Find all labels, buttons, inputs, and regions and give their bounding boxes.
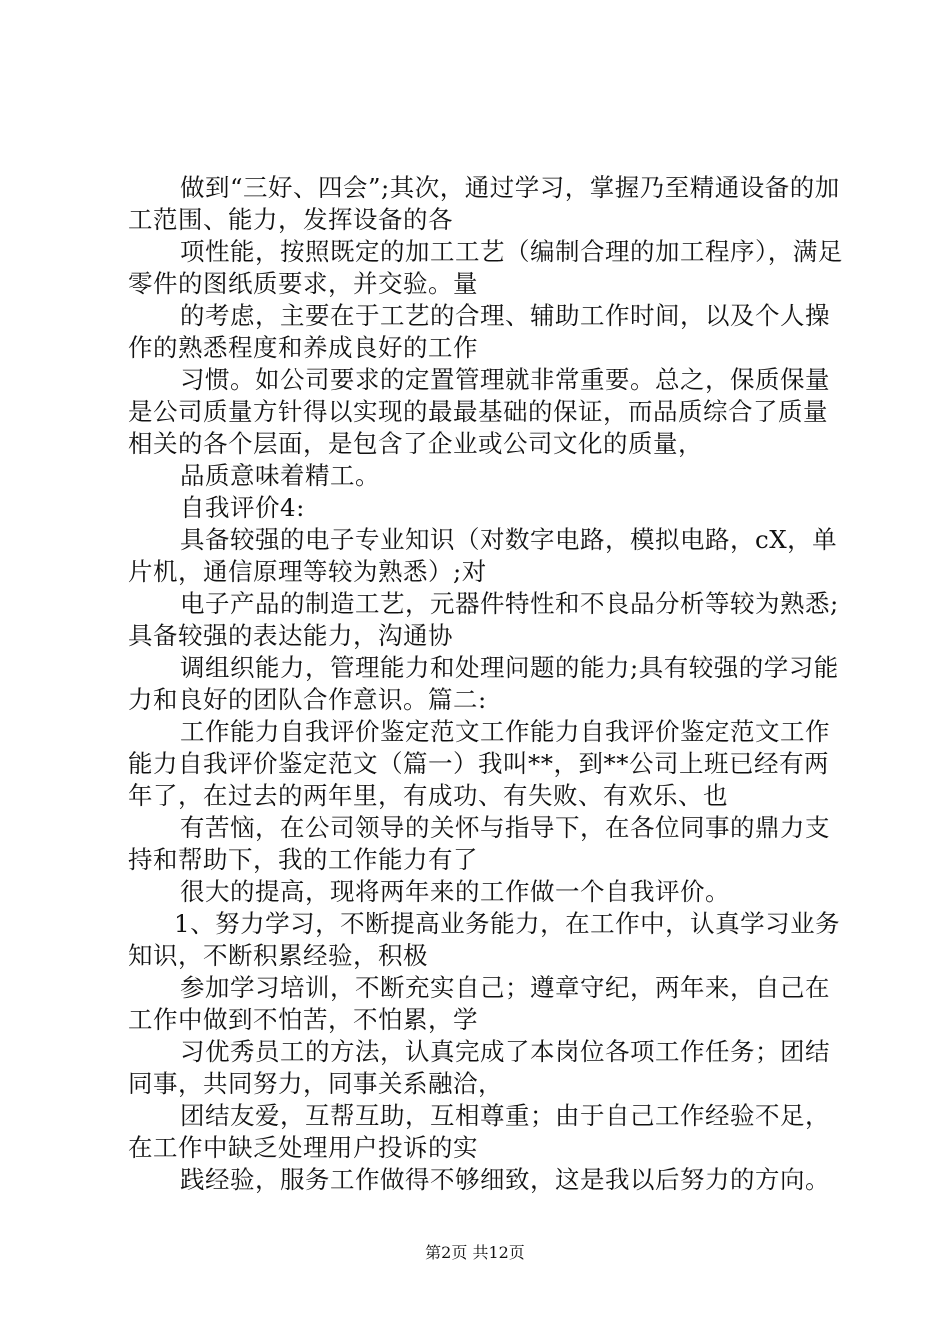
paragraph: 团结友爱，互帮互助，互相尊重；由于自己工作经验不足，在工作中缺乏处理用户投诉的实: [128, 1101, 830, 1162]
paragraph: 项性能，按照既定的加工工艺（编制合理的加工程序），满足零件的图纸质要求，并交验。量: [128, 237, 843, 298]
paragraph: 有苦恼，在公司领导的关怀与指导下，在各位同事的鼎力支持和帮助下，我的工作能力有了: [128, 813, 830, 874]
numbered-paragraph: 1、努力学习，不断提高业务能力，在工作中，认真学习业务知识，不断积累经验，积极: [128, 909, 841, 970]
paragraph: 很大的提高，现将两年来的工作做一个自我评价。: [180, 877, 730, 906]
document-body: [128, 172, 848, 1196]
paragraph: 具备较强的电子专业知识（对数字电路，模拟电路，cX，单片机，通信原理等较为熟悉）;对: [128, 525, 838, 586]
paragraph: 电子产品的制造工艺，元器件特性和不良品分析等较为熟悉;具备较强的表达能力，沟通协: [128, 589, 839, 650]
section-heading: 自我评价4:: [180, 493, 305, 522]
paragraph: 品质意味着精工。: [180, 461, 380, 490]
paragraph: 的考虑，主要在于工艺的合理、辅助工作时间，以及个人操作的熟悉程度和养成良好的工作: [128, 301, 830, 362]
paragraph: 践经验，服务工作做得不够细致，这是我以后努力的方向。: [180, 1165, 830, 1194]
paragraph: 习优秀员工的方法，认真完成了本岗位各项工作任务；团结同事，共同努力，同事关系融洽，: [128, 1037, 830, 1098]
paragraph: 做到“三好、四会”;其次，通过学习，掌握乃至精通设备的加工范围、能力，发挥设备的各: [128, 173, 840, 234]
paragraph: 习惯。如公司要求的定置管理就非常重要。总之，保质保量是公司质量方针得以实现的最最基础的保证，而品质综合了质量相关的各个层面，是包含了企业或公司文化的质量，: [128, 365, 830, 458]
paragraph: 工作能力自我评价鉴定范文工作能力自我评价鉴定范文工作能力自我评价鉴定范文（篇一）我叫**，到**公司上班已经有两年了，在过去的两年里，有成功、有失败、有欢乐、也: [128, 717, 830, 810]
page-footer: [0, 1243, 950, 1263]
paragraph: 参加学习培训，不断充实自己；遵章守纪，两年来，自己在工作中做到不怕苦，不怕累，学: [128, 973, 830, 1034]
paragraph: 调组织能力，管理能力和处理问题的能力;具有较强的学习能力和良好的团队合作意识。篇二:: [128, 653, 839, 714]
page-number-label: 第2页 共12页: [425, 1243, 525, 1262]
